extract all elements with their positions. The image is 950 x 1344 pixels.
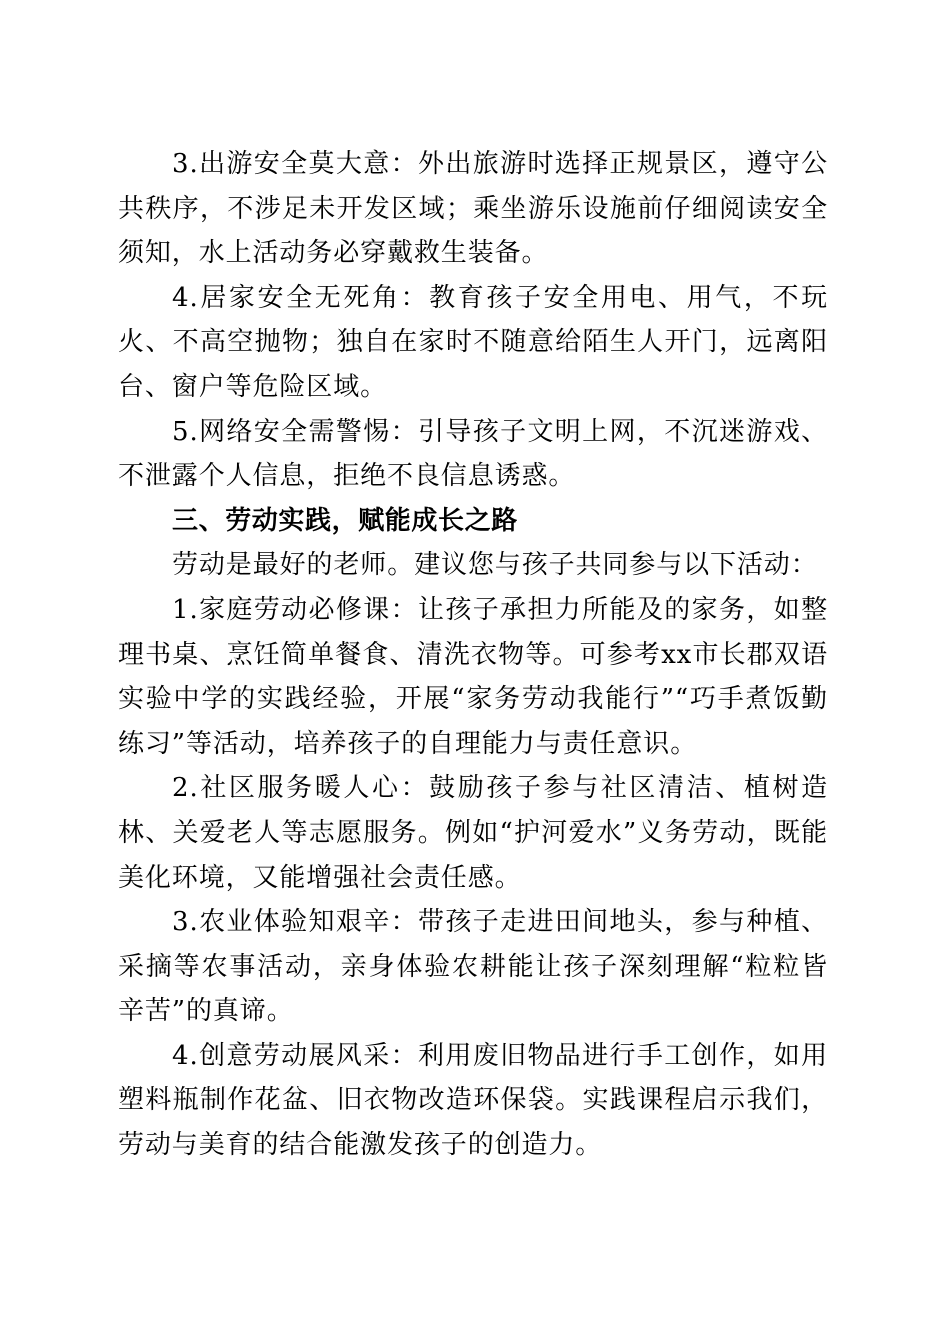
- paragraph-outing-safety: 3.出游安全莫大意：外出旅游时选择正规景区，遵守公共秩序，不涉足未开发区域；乘坐游乐设施前仔细阅读安全须知，水上活动务必穿戴救生装备。: [118, 149, 828, 269]
- paragraph-home-safety: 4.居家安全无死角：教育孩子安全用电、用气，不玩火、不高空抛物；独自在家时不随意给陌生人开门，远离阳台、窗户等危险区域。: [118, 282, 828, 402]
- paragraph-creative-labor: 4.创意劳动展风采：利用废旧物品进行手工创作，如用塑料瓶制作花盆、旧衣物改造环保袋。实践课程启示我们，劳动与美育的结合能激发孩子的创造力。: [118, 1040, 828, 1161]
- paragraph-community-service: 2.社区服务暖人心：鼓励孩子参与社区清洁、植树造林、关爱老人等志愿服务。例如“护河爱水”义务劳动，既能美化环境，又能增强社会责任感。: [118, 773, 828, 893]
- paragraph-agriculture-experience: 3.农业体验知艰辛：带孩子走进田间地头，参与种植、采摘等农事活动，亲身体验农耕能让孩子深刻理解“粒粒皆辛苦”的真谛。: [118, 907, 828, 1027]
- paragraph-labor-intro: 劳动是最好的老师。建议您与孩子共同参与以下活动：: [172, 550, 818, 581]
- section-heading-labor-practice: 三、劳动实践，赋能成长之路: [172, 505, 518, 536]
- document-body: [118, 142, 828, 1168]
- paragraph-network-safety: 5.网络安全需警惕：引导孩子文明上网，不沉迷游戏、不泄露个人信息，拒绝不良信息诱惑。: [118, 416, 828, 492]
- paragraph-family-labor: 1.家庭劳动必修课：让孩子承担力所能及的家务，如整理书桌、烹饪简单餐食、清洗衣物等。可参考xx市长郡双语实验中学的实践经验，开展“家务劳动我能行”“巧手煮饭勤练习”等活动，培养孩子的自理能力与责任意识。: [118, 594, 828, 759]
